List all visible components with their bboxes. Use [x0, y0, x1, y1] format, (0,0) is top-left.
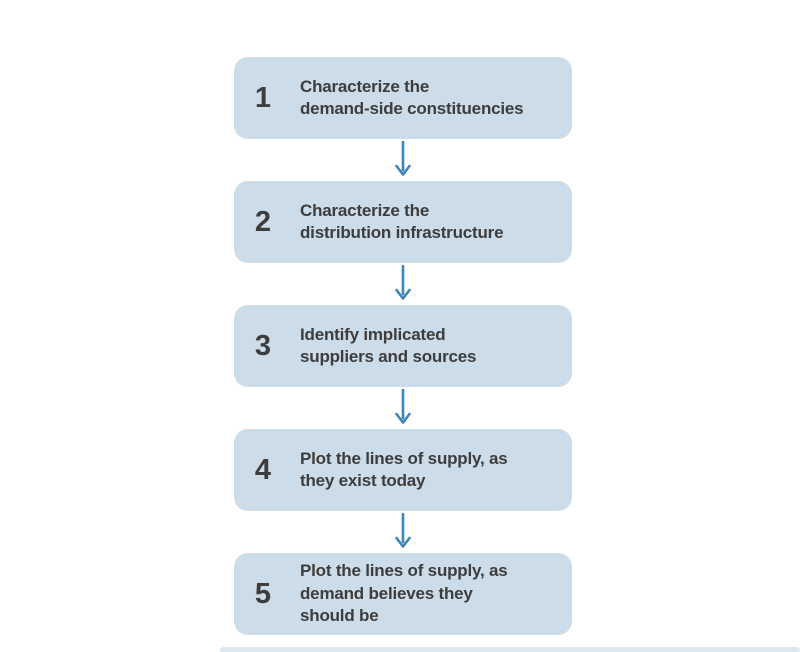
step-box-3: [234, 305, 572, 387]
step-number-2: 2: [254, 205, 272, 238]
step-text-line: Characterize the: [300, 200, 430, 220]
down-arrow-icon: [393, 513, 413, 551]
step-box-4: [234, 429, 572, 511]
step-text-4: [300, 448, 508, 493]
step-text-1: [300, 76, 523, 121]
step-text-line: distribution infrastructure: [300, 223, 504, 242]
arrow-gap: [234, 139, 572, 181]
step-box-5: [234, 553, 572, 635]
step-text-line: should be: [300, 606, 379, 626]
flowchart-column: [234, 57, 572, 635]
step-number-5: 5: [254, 577, 272, 610]
step-box-2: [234, 181, 572, 263]
step-text-line: they exist today: [300, 471, 426, 490]
arrow-gap: [234, 263, 572, 305]
step-text-line: Identify implicated: [300, 324, 446, 344]
step-text-line: suppliers and sources: [300, 347, 477, 366]
step-text-line: Plot the lines of supply, as: [300, 561, 508, 581]
step-number-3: 3: [254, 329, 272, 362]
step-text-2: [300, 200, 503, 245]
cropped-element-edge: [220, 647, 800, 652]
step-number-4: 4: [254, 453, 272, 486]
arrow-gap: [234, 387, 572, 429]
down-arrow-icon: [393, 389, 413, 427]
step-text-line: demand-side constituencies: [300, 99, 524, 118]
step-text-line: demand believes they: [300, 583, 473, 603]
step-text-3: [300, 324, 476, 369]
step-box-1: [234, 57, 572, 139]
step-text-line: Plot the lines of supply, as: [300, 448, 508, 468]
step-text-line: Characterize the: [300, 76, 430, 96]
step-number-1: 1: [254, 81, 272, 114]
down-arrow-icon: [393, 265, 413, 303]
step-text-5: [300, 560, 508, 627]
arrow-gap: [234, 511, 572, 553]
down-arrow-icon: [393, 141, 413, 179]
